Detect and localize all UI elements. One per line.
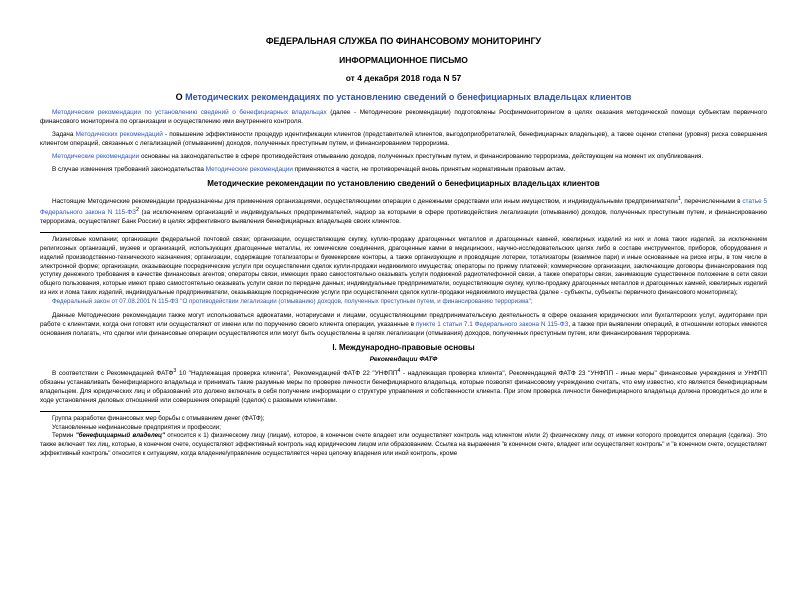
intro-text-3: основаны на законодательстве в сфере противодействия отмыванию доходов, полученных преступным путем, и финансированию терроризма, действующем на момент их опубликования. — [139, 153, 704, 160]
subject-link[interactable]: Методических рекомендациях по установлению сведений о бенефициарных владельцах клиентов — [185, 92, 632, 102]
section-heading-1: I. Международно-правовые основы — [332, 342, 475, 352]
intro-link-2[interactable]: Методических рекомендаций — [75, 131, 163, 138]
recommendations-title: Методические рекомендации по установлению сведений о бенефициарных владельцах клиентов — [207, 179, 600, 188]
body-text-1b: , перечисленными в — [680, 198, 743, 206]
footnote-ref-1[interactable]: 1 — [677, 196, 681, 202]
footnotes-block-2 — [40, 415, 767, 459]
footnote-3: Группа разработки финансовых мер борьбы с отмыванием денег (ФАТФ); — [52, 414, 265, 422]
body-paragraph-1 — [40, 195, 767, 226]
footnotes-block-1 — [40, 236, 767, 306]
intro-paragraph-4 — [40, 165, 767, 174]
intro-text-1: (далее - Методические рекомендации) подготовлены Росфинмониторингом в целях оказания методической помощи субъектам первичного финансового мониторинга по организации и осуществлению ими внутреннего контроля. — [40, 109, 767, 125]
document-page — [0, 36, 807, 607]
body-paragraph-2 — [40, 311, 767, 338]
fatf-heading: Рекомендации ФАТФ — [369, 355, 438, 363]
document-subject — [40, 92, 767, 102]
footnote-2 — [40, 298, 767, 307]
intro-text-2a: Задача — [52, 131, 76, 138]
intro-link-4[interactable]: Методические рекомендации — [205, 166, 293, 173]
body-text-2a: Данные Методические рекомендации также могут использоваться адвокатами, нотариусами и лицами, осуществляющими предпринимательскую деятельность в сфере оказания юридических или бухгалтерских услуг, аудиторами при работе с клиентами, когда они готовят или осуществляют от имени или по поручению своего клиента операции, указанные в — [40, 311, 767, 328]
intro-link-3[interactable]: Методические рекомендации — [52, 153, 140, 160]
footnote-4: Установленные нефинансовые предприятия и профессии; — [52, 423, 221, 431]
intro-paragraph-2 — [40, 130, 767, 148]
footnote-5-term: "бенефициарный владелец" — [75, 432, 165, 440]
document-type: ИНФОРМАЦИОННОЕ ПИСЬМО — [339, 55, 468, 65]
footnote-ref-2[interactable]: 2 — [135, 207, 139, 214]
intro-text-4a: В случае изменения требований законодательства — [52, 166, 206, 173]
footnote-2-link[interactable]: Федеральный закон от 07.08.2001 N 115-ФЗ "О противодействии легализации (отмыванию) доходов, полученных преступным путем, и финансированию терроризма"; — [52, 297, 533, 305]
body-text-1a: Настоящие Методические рекомендации предназначены для применения организациями, осуществляющими операции с денежными средствами или иным имуществом, и индивидуальными предприниматели — [52, 198, 678, 206]
document-date: от 4 декабря 2018 года N 57 — [345, 73, 462, 83]
article-link[interactable]: пункте 1 статьи 7.1 Федерального закона N 115-ФЗ — [415, 320, 569, 328]
body-text-3c: - надлежащая проверка клиента", Рекомендацией ФАТФ 23 "УНФПП - иные меры" финансовые учреждения и УНФПП обязаны устанавливать бенефициарного владельца и принимать такие разумные меры по проверке личности бенефициарного владельца, которые позволят финансовому учреждению считать, что ему известно, кто является бенефициарным владельцем. Для юридических лиц и образований это должно включать в себя получение информации о структуре управления и собственности клиента. При этом проверка личности бенефициарного владельца должна проводиться до или в ходе установления деловых отношений или совершения операций (сделок) с разовыми клиентами. — [40, 369, 768, 404]
footnote-5 — [40, 432, 767, 458]
intro-text-4b: применяются в части, не противоречащей вновь принятым нормативным правовым актам. — [292, 166, 566, 173]
agency-name: ФЕДЕРАЛЬНАЯ СЛУЖБА ПО ФИНАНСОВОМУ МОНИТОРИНГУ — [265, 36, 542, 46]
footnote-5a: Термин — [52, 432, 76, 440]
body-text-3b: 10 "Надлежащая проверка клиента", Рекомендацией ФАТФ 22 "УНФПП — [176, 369, 398, 377]
footnote-5b: относится к 1) физическому лицу (лицам), которое, в конечном счете владеет или осуществляет контроль над клиентом и/или 2) физическому лицу, от имени которого проводится операция (сделка). Это также включает тех лиц, которые, в конечном счете, осуществляют эффективный контроль над юридическим лицом или образованием. Ссылка на выражения "в конечном счете, владеет или осуществляет контроль" и "в конечном счете, осуществляет эффективный контроль" относится к ситуациям, когда владение/управление осуществляется через цепочку владения или иной контроль, кроме — [40, 432, 767, 457]
law-link[interactable]: статье 5 Федерального закона N 115-ФЗ — [40, 198, 767, 217]
body-paragraph-3 — [40, 367, 767, 405]
body-text-1c: (за исключением организаций и индивидуальных предпринимателей, надзор за которыми в сфере противодействия легализации (отмыванию) доходов, полученных преступным путем, и финансированию терроризма, осуществляет Банк России) в целях эффективного выявления бенефициарных владельцев своих клиентов. — [40, 209, 767, 226]
footnote-ref-4[interactable]: 4 — [397, 367, 401, 374]
intro-paragraph-3 — [40, 152, 767, 161]
intro-link-1[interactable]: Методические рекомендации по установлению сведений о бенефициарных владельцах — [52, 109, 327, 116]
footnote-1: Лизинговые компании; организации федеральной почтовой связи; организации, осуществляющие скупку, куплю-продажу драгоценных металлов и драгоценных камней, ювелирных изделий из них и лома таких изделий, за исключением религиозных организаций, музеев и организаций, использующих драгоценные металлы, их химические соединения, драгоценные камни в медицинских, научно-исследовательских целях либо в составе инструментов, приборов, оборудования и изделий производственно-технического назначения; организации, содержащие тотализаторы и букмекерские конторы, а также организующие и проводящие лотереи, тотализаторы (взаимное пари) и иные основанные на риске игры, в том числе в электронной форме; организации, оказывающие посреднические услуги при осуществлении сделок купли-продажи недвижимого имущества; операторы по приему платежей; коммерческие организации, заключающие договоры финансирования под уступку денежного требования в качестве финансовых агентов; операторы связи, имеющих право самостоятельно оказывать услуги подвижной радиотелефонной связи, а также операторы связи, занимающие существенное положение в сети связи общего пользования, которые имеют право самостоятельно оказывать услуги связи по передаче данных; индивидуальные предприниматели, осуществляющие скупку, куплю-продажу драгоценных металлов и драгоценных камней, ювелирных изделий из них и лома таких изделий, индивидуальные предприниматели, оказывающие посреднические услуги при осуществлении сделок купли-продажи недвижимого имущества (далее - субъекты, субъекты первичного финансового мониторинга); — [40, 236, 767, 297]
footnote-separator-2 — [40, 411, 160, 412]
body-text-3a: В соответствии с Рекомендацией ФАТФ — [52, 369, 174, 377]
footnote-ref-3[interactable]: 3 — [173, 367, 177, 374]
intro-text-2b: - повышение эффективности процедур идентификации клиентов (представителей клиентов, выгодоприобретателей, бенефициарных владельцев), а также оценки степени (уровня) риска совершения клиентом операций, связанных с легализацией (отмыванием) доходов, полученных преступным путем, и финансированием терроризма. — [40, 131, 768, 147]
subject-prefix: О — [175, 92, 186, 102]
footnote-separator — [40, 232, 160, 233]
body-text-2b: , а также при выявлении операций, в отношении которых имеются основания полагать, что сделки или финансовые операции осуществляются или могут быть осуществлены в целях легализации (отмывания) доходов, полученных преступным путем, или финансирования терроризма. — [40, 320, 767, 337]
intro-paragraph-1 — [40, 108, 767, 126]
